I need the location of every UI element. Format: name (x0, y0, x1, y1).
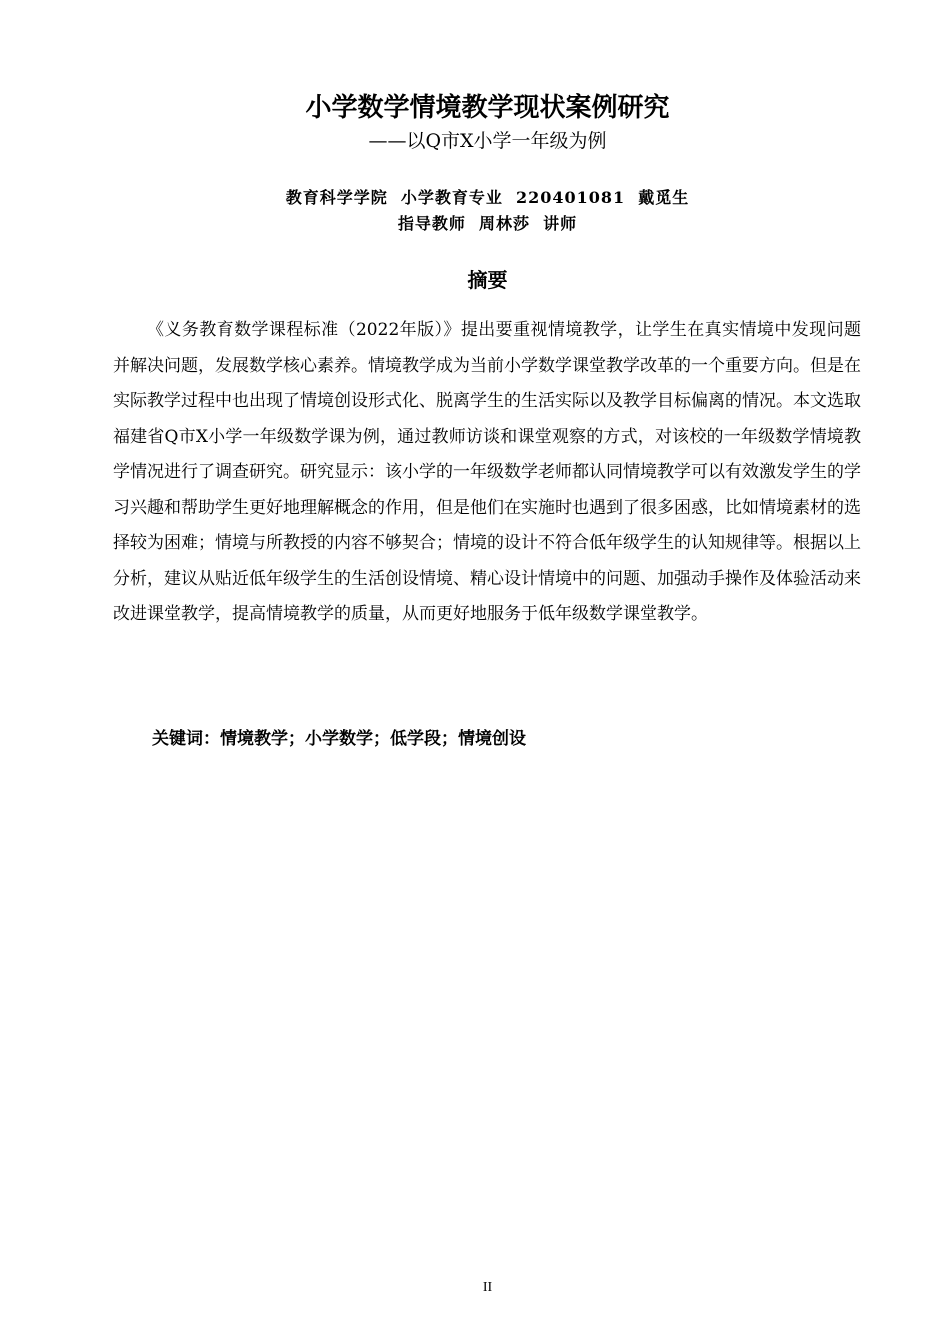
page-number: II (482, 1280, 493, 1295)
advisor-info: 指导教师 周林莎 讲师 (397, 214, 578, 233)
author-info: 教育科学学院 小学教育专业 220401081 戴觅生 (285, 188, 690, 207)
paper-title: 小学数学情境教学现状案例研究 (305, 93, 670, 123)
paper-subtitle: ——以Q市X小学一年级为例 (368, 130, 607, 152)
abstract-heading: 摘要 (467, 268, 508, 292)
abstract-body: 《义务教育数学课程标准（2022年版）》提出要重视情境教学，让学生在真实情境中发现问题并解决问题，发展数学核心素养。情境教学成为当前小学数学课堂教学改革的一个重要方向。但是在实际教学过程中也出现了情境创设形式化、脱离学生的生活实际以及教学目标偏离的情况。本文选取福建省Q市X小学一年级数学课为例，通过教师访谈和课堂观察的方式，对该校的一年级数学情境教学情况进行了调查研究。研究显示：该小学的一年级数学老师都认同情境教学可以有效激发学生的学习兴趣和帮助学生更好地理解概念的作用，但是他们在实施时也遇到了很多困惑，比如情境素材的选择较为困难；情境与所教授的内容不够契合；情境的设计不符合低年级学生的认知规律等。根据以上分析，建议从贴近低年级学生的生活创设情境、精心设计情境中的问题、加强动手操作及体验活动来改进课堂教学，提高情境教学的质量，从而更好地服务于低年级数学课堂教学。 (113, 320, 861, 624)
keywords: 关键词：情境教学；小学数学；低学段；情境创设 (152, 729, 526, 749)
